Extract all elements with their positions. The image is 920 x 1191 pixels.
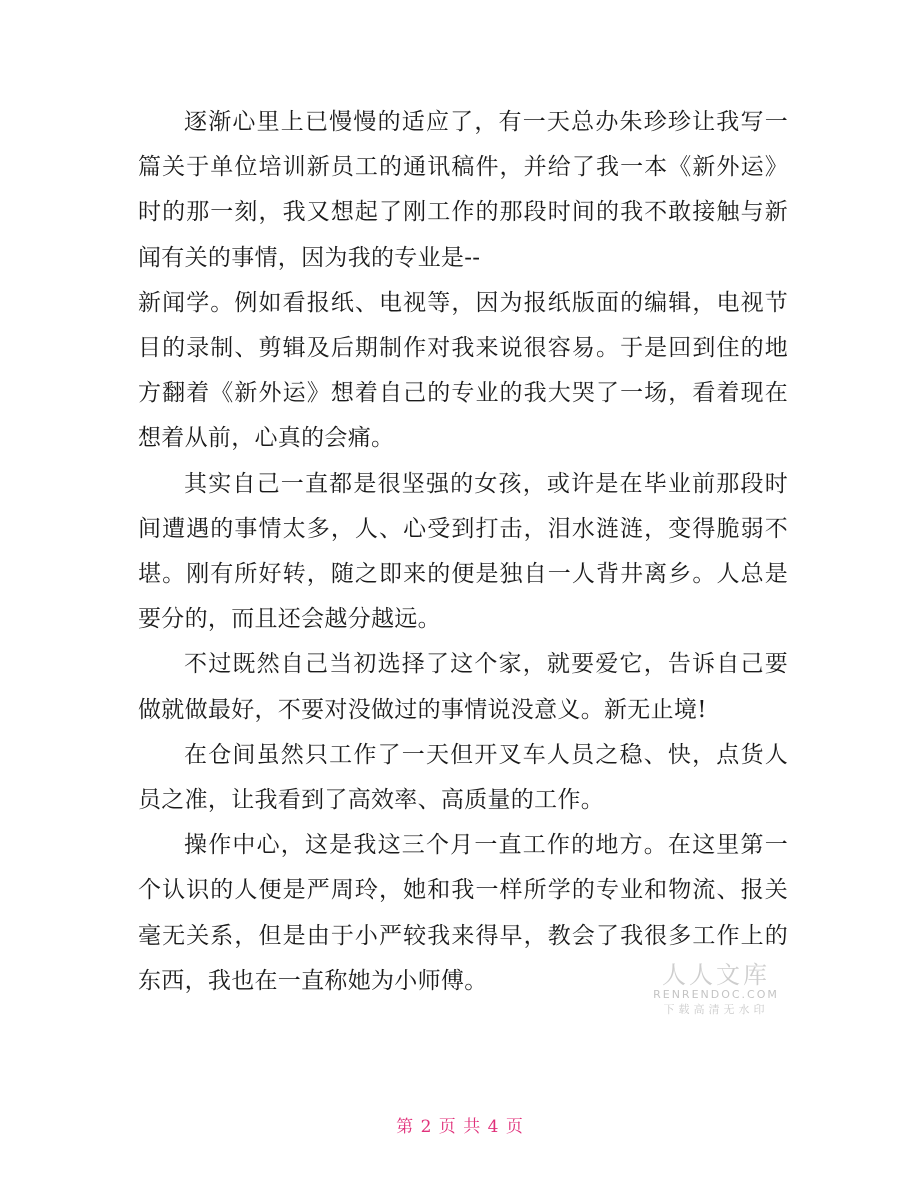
body-text	[138, 100, 788, 1004]
watermark-subtitle: 下载高清无水印	[663, 1003, 769, 1016]
watermark-url: RENRENDOC.COM	[653, 988, 779, 1001]
page-number-footer: 第 2 页 共 4 页	[396, 1117, 524, 1137]
paragraph-2: 新闻学。例如看报纸、电视等，因为报纸版面的编辑，电视节目的录制、剪辑及后期制作对我来说很容易。于是回到住的地方翻着《新外运》想着自己的专业的我大哭了一场，看着现在想着从前，心真的会痛。	[138, 289, 788, 452]
paragraph-5: 在仓间虽然只工作了一天但开叉车人员之稳、快，点货人员之准，让我看到了高效率、高质量的工作。	[138, 741, 788, 814]
watermark-logo: 人人文库	[662, 961, 770, 989]
watermark	[646, 962, 786, 1018]
paragraph-1: 逐渐心里上已慢慢的适应了，有一天总办朱珍珍让我写一篇关于单位培训新员工的通讯稿件，并给了我一本《新外运》时的那一刻，我又想起了刚工作的那段时间的我不敢接触与新闻有关的事情，因为我的专业是--	[138, 109, 788, 271]
paragraph-6: 操作中心，这是我这三个月一直工作的地方。在这里第一个认识的人便是严周玲，她和我一样所学的专业和物流、报关毫无关系，但是由于小严较我来得早，教会了我很多工作上的东西，我也在一直称她为小师傅。	[138, 832, 788, 994]
paragraph-3: 其实自己一直都是很坚强的女孩，或许是在毕业前那段时间遭遇的事情太多，人、心受到打击，泪水涟涟，变得脆弱不堪。刚有所好转，随之即来的便是独自一人背井离乡。人总是要分的，而且还会越分越远。	[138, 470, 788, 633]
paragraph-4: 不过既然自己当初选择了这个家，就要爱它，告诉自己要做就做最好，不要对没做过的事情说没意义。新无止境!	[138, 651, 788, 723]
